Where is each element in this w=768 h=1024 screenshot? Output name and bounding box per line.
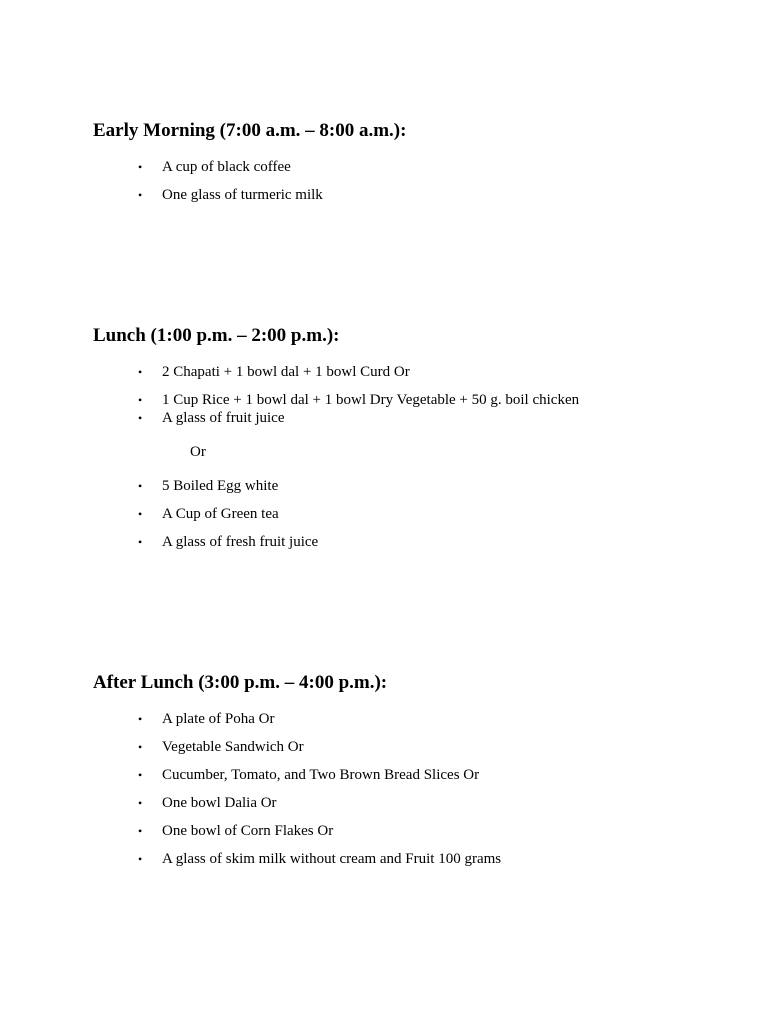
bullet-icon: • — [138, 535, 143, 549]
list-item-text: 1 Cup Rice + 1 bowl dal + 1 bowl Dry Vegetable + 50 g. boil chicken — [162, 392, 580, 408]
section-lunch — [93, 325, 733, 550]
bullet-icon: • — [138, 852, 143, 866]
list-item-text: A glass of skim milk without cream and Fruit 100 grams — [162, 851, 502, 867]
list-item-text: 5 Boiled Egg white — [162, 478, 279, 494]
bullet-icon: • — [138, 479, 143, 493]
or-separator: Or — [190, 444, 206, 460]
section-heading: Lunch (1:00 p.m. – 2:00 p.m.): — [93, 325, 340, 346]
list-item-text: A glass of fresh fruit juice — [162, 534, 319, 550]
bullet-icon: • — [138, 796, 143, 810]
section-heading: Early Morning (7:00 a.m. – 8:00 a.m.): — [93, 120, 407, 141]
list-item-text: A cup of black coffee — [162, 159, 291, 175]
section-heading: After Lunch (3:00 p.m. – 4:00 p.m.): — [93, 672, 388, 693]
list-item-text: A glass of fruit juice — [162, 410, 285, 426]
bullet-icon: • — [138, 712, 143, 726]
list-item-text: One bowl of Corn Flakes Or — [162, 823, 334, 839]
list-item-text: One bowl Dalia Or — [162, 795, 277, 811]
bullet-icon: • — [138, 740, 143, 754]
bullet-icon: • — [138, 768, 143, 782]
section-after-lunch — [93, 672, 733, 867]
bullet-icon: • — [138, 160, 143, 174]
list-item-text: A Cup of Green tea — [162, 506, 279, 522]
section-early-morning — [93, 120, 733, 203]
bullet-icon: • — [138, 411, 143, 425]
bullet-icon: • — [138, 824, 143, 838]
list-item-text: 2 Chapati + 1 bowl dal + 1 bowl Curd Or — [162, 364, 410, 380]
list-item-text: Cucumber, Tomato, and Two Brown Bread Slices Or — [162, 767, 480, 783]
list-item-text: One glass of turmeric milk — [162, 187, 323, 203]
list-item-text: Vegetable Sandwich Or — [162, 739, 304, 755]
bullet-icon: • — [138, 188, 143, 202]
bullet-icon: • — [138, 393, 143, 407]
bullet-icon: • — [138, 507, 143, 521]
list-item-text: A plate of Poha Or — [162, 711, 275, 727]
bullet-icon: • — [138, 365, 143, 379]
